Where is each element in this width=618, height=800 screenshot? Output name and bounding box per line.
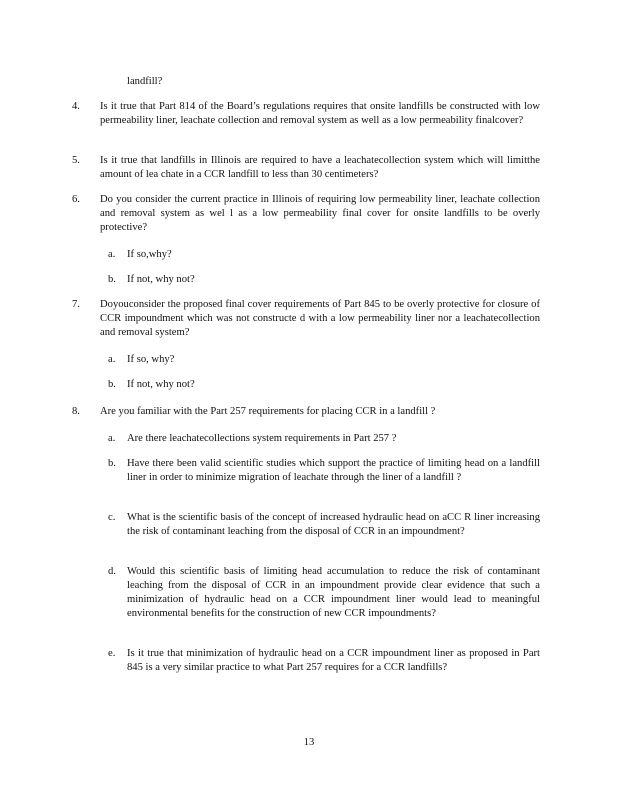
question-8a-text: Are there leachatecollections system requirements in Part 257 ?	[127, 433, 397, 444]
question-7a-label: a.	[108, 354, 116, 365]
question-5-text: Is it true that landfills in Illinois are required to have a leachatecollection system which will limitthe amount of lea chate in a CCR landfill to less than 30 centimeters?	[100, 155, 540, 180]
question-6b-label: b.	[108, 274, 116, 285]
question-8c-label: c.	[108, 512, 116, 523]
question-6a-label: a.	[108, 249, 116, 260]
question-8b-label: b.	[108, 458, 116, 469]
question-7-text: Doyouconsider the proposed final cover requirements of Part 845 to be overly protective for closure of CCR impoundment which was not constructe d with a low permeability liner nor a leachatecollection and removal system?	[100, 299, 540, 338]
continuation-text: landfill?	[127, 76, 163, 87]
question-8a-label: a.	[108, 433, 116, 444]
question-8b-text: Have there been valid scientific studies which support the practice of limiting head on a landfill liner in order to minimize migration of leachate through the liner of a landfill ?	[127, 458, 540, 483]
question-8-number: 8.	[72, 406, 80, 417]
question-7b-text: If not, why not?	[127, 379, 195, 390]
page-number: 13	[303, 737, 315, 748]
question-7a-text: If so, why?	[127, 354, 175, 365]
question-5-number: 5.	[72, 155, 80, 166]
question-8e-label: e.	[108, 648, 116, 659]
question-4-text: Is it true that Part 814 of the Board’s regulations requires that onsite landfills be constructed with low permeability liner, leachate collection and removal system as well as a low permeability finalcover?	[100, 101, 540, 126]
question-6b-text: If not, why not?	[127, 274, 195, 285]
question-6-text: Do you consider the current practice in Illinois of requiring low permeability liner, leachate collection and removal system as wel l as a low permeability final cover for onsite landfills to be overly protective?	[100, 194, 540, 233]
question-6-number: 6.	[72, 194, 80, 205]
question-8e-text: Is it true that minimization of hydraulic head on a CCR impoundment liner as proposed in Part 845 is a very similar practice to what Part 257 requires for a CCR landfills?	[127, 648, 540, 673]
question-8c-text: What is the scientific basis of the concept of increased hydraulic head on aCC R liner increasing the risk of contaminant leaching from the disposal of CCR in an impoundment?	[127, 512, 540, 537]
question-8-text: Are you familiar with the Part 257 requirements for placing CCR in a landfill ?	[100, 406, 436, 417]
question-8d-text: Would this scientific basis of limiting head accumulation to reduce the risk of contaminant leaching from the disposal of CCR in an impoundment provide clear evidence that such a minimization of hydraulic head on a CCR impoundment liner would lead to meaningful environmental benefits for the construction of new CCR impoundments?	[127, 566, 540, 619]
question-6a-text: If so,why?	[127, 249, 172, 260]
question-7-number: 7.	[72, 299, 80, 310]
question-7b-label: b.	[108, 379, 116, 390]
question-8d-label: d.	[108, 566, 116, 577]
question-4-number: 4.	[72, 101, 80, 112]
